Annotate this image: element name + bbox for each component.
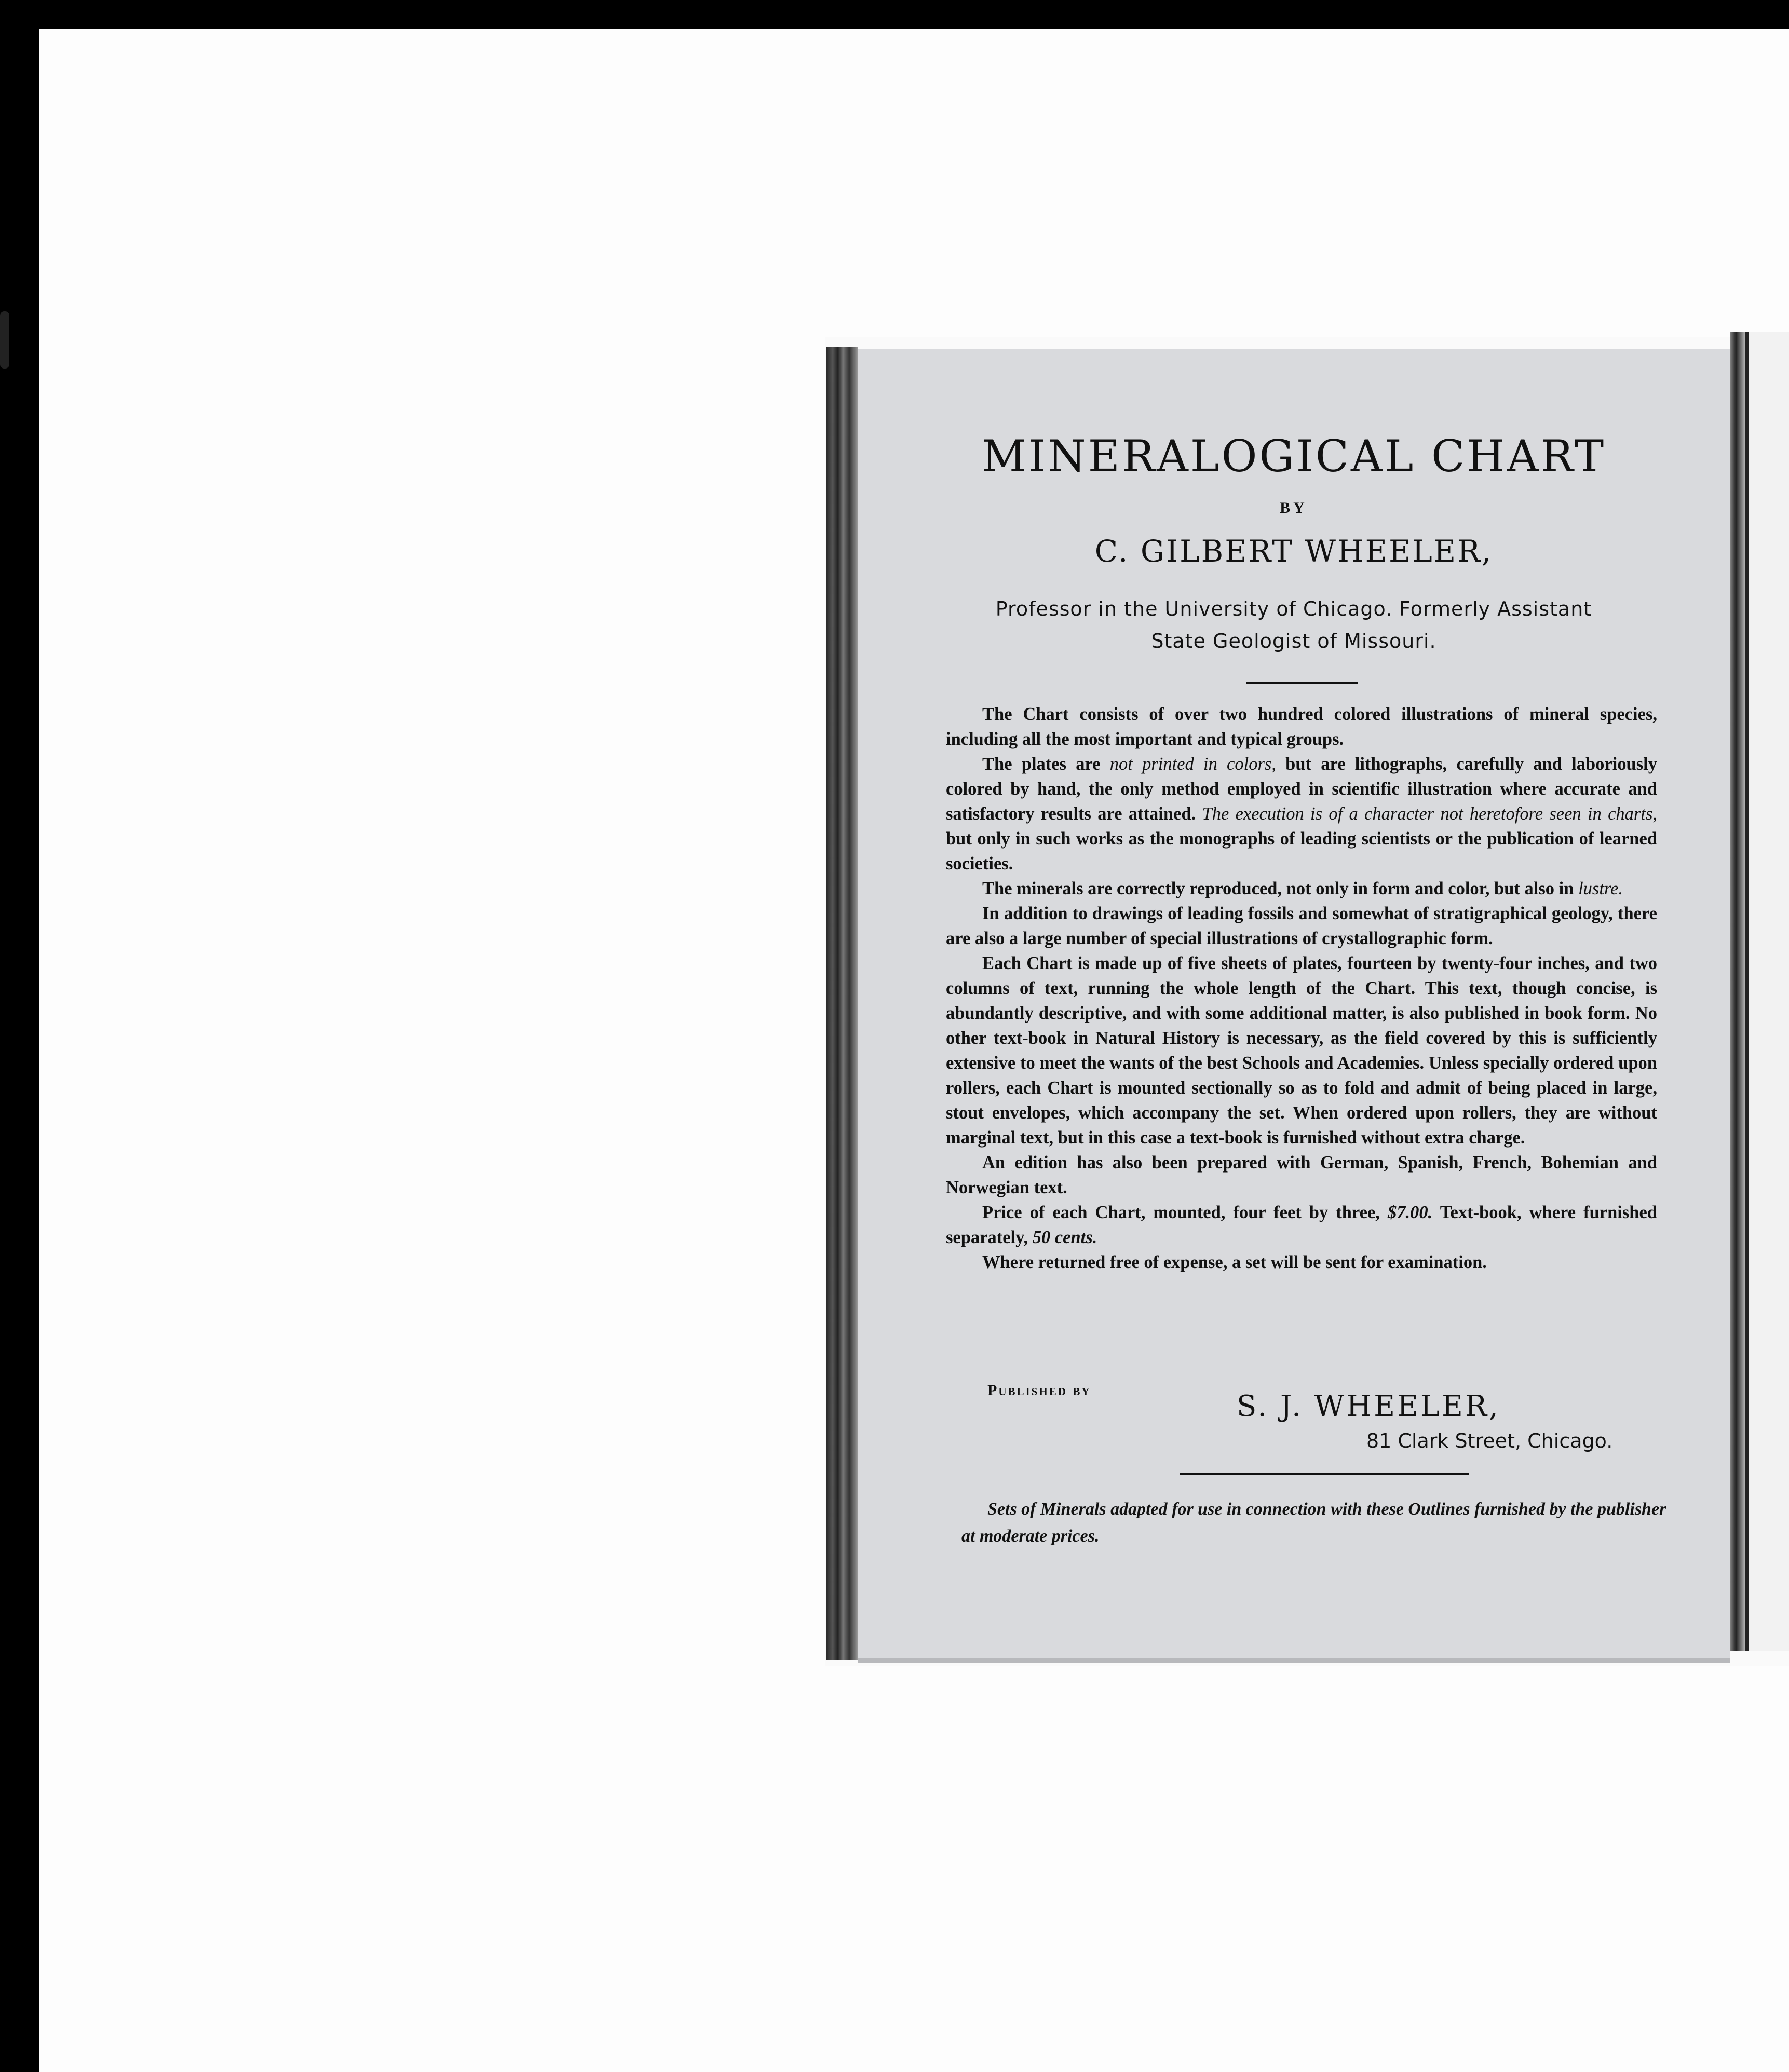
scan-edge-mark <box>0 311 9 369</box>
affiliation-line-1: Professor in the University of Chicago. Formerly Assistant <box>995 597 1592 620</box>
paragraph-1: The Chart consists of over two hundred colored illustrations of mineral species, including all the most important and typical groups. <box>946 704 1657 749</box>
paragraph-2: The plates are not printed in colors, but are lithographs, carefully and laboriously colored by hand, the only method employed in scientific illustration where accurate and satisfactory results are attained. The execution is of a character not heretofore seen in charts, but only in such works as the monographs of leading scientists or the publication of learned societies. <box>946 754 1657 874</box>
paragraph-3: The minerals are correctly reproduced, not only in form and color, but also in lustre. <box>982 879 1623 898</box>
paragraph-5: Each Chart is made up of five sheets of plates, fourteen by twenty-four inches, and two columns of text, running the whole length of the Chart. This text, though concise, is abundantly descriptive, and with some additional matter, is also published in book form. No other text-book in Natural History is necessary, as the field covered by this is sufficiently extensive to meet the wants of the best Schools and Academies. Unless specially ordered upon rollers, each Chart is mounted sectionally so as to fold and admit of being placed in large, stout envelopes, which accompany the set. When ordered upon rollers, they are without marginal text, but in this case a text-book is furnished without extra charge. <box>946 953 1657 1148</box>
header-divider <box>1246 682 1358 684</box>
footer-divider <box>1180 1473 1469 1475</box>
book-spine <box>826 347 858 1660</box>
publisher-address: 81 Clark Street, Chicago. <box>1366 1429 1613 1452</box>
byline-label: BY <box>1280 499 1308 516</box>
publisher-name: S. J. WHEELER, <box>1237 1389 1500 1423</box>
footnote: Sets of Minerals adapted for use in connection with these Outlines furnished by the publisher at moderate prices. <box>961 1500 1666 1546</box>
published-by-label: Published by <box>987 1382 1091 1399</box>
author-affiliation <box>858 593 1730 657</box>
facing-page <box>1745 332 1789 1651</box>
affiliation-line-2: State Geologist of Missouri. <box>1151 630 1436 652</box>
page-title: MINERALOGICAL CHART <box>981 431 1606 482</box>
body-text <box>946 702 1657 1275</box>
paragraph-examination: Where returned free of expense, a set will be sent for examination. <box>982 1252 1487 1272</box>
book-gutter <box>1730 332 1745 1651</box>
author-name: C. GILBERT WHEELER, <box>1094 534 1493 569</box>
paragraph-6: An edition has also been prepared with German, Spanish, French, Bohemian and Norwegian text. <box>946 1153 1657 1197</box>
paragraph-4: In addition to drawings of leading fossils and somewhat of stratigraphical geology, there are also a large number of special illustrations of crystallographic form. <box>946 904 1657 948</box>
paragraph-price: Price of each Chart, mounted, four feet by three, $7.00. Text-book, where furnished separately, 50 cents. <box>946 1203 1657 1247</box>
book-page <box>858 349 1730 1663</box>
